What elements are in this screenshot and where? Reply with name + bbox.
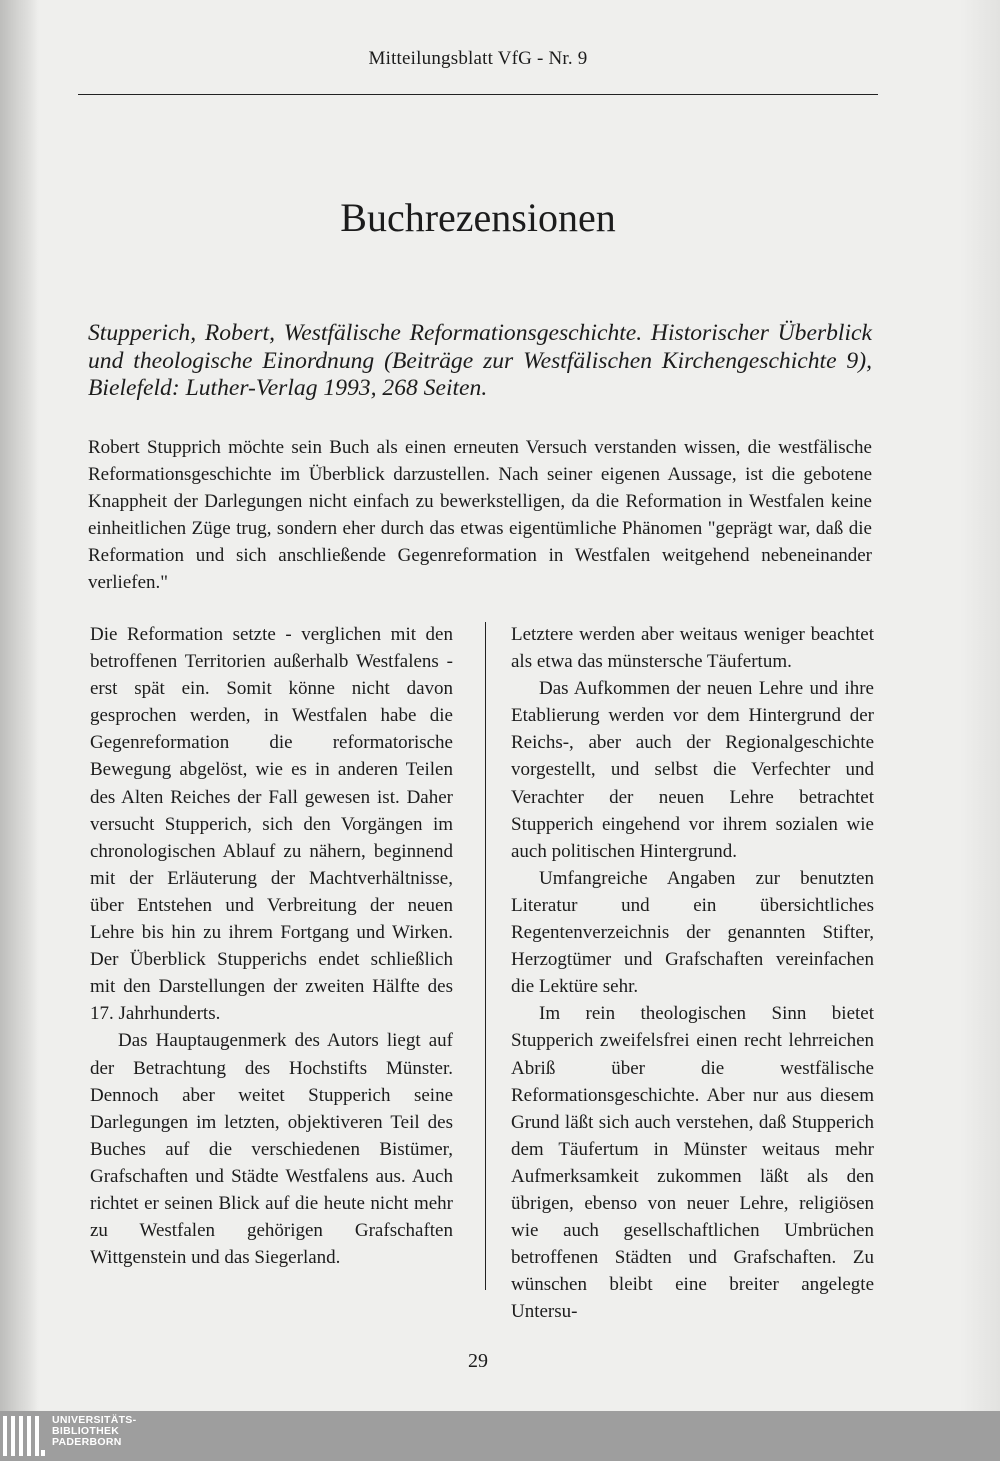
logo-line: BIBLIOTHEK <box>52 1425 120 1437</box>
paragraph: Letztere werden aber weitaus weniger beachtet als etwa das münstersche Täufertum. <box>511 624 874 673</box>
library-logo-icon <box>0 1412 46 1460</box>
header-rule <box>78 94 878 95</box>
section-title: Buchrezensionen <box>340 195 616 240</box>
right-column <box>511 621 874 1325</box>
paragraph: Das Hauptaugenmerk des Autors liegt auf der Betrachtung des Hochstifts Münster. Dennoch aber weitet Stupperich seine Darlegungen im letzten, objektiveren Teil des Buches auf die verschiedenen Bistümer, Grafschaften und Städte Westfalens aus. Auch richtet er seinen Blick auf die heute nicht mehr zu Westfalen gehörigen Grafschaften Wittgenstein und das Siegerland. <box>90 1030 453 1269</box>
logo-line: PADERBORN <box>52 1436 122 1448</box>
paragraph: Umfangreiche Angaben zur benutzten Literatur und ein übersichtliches Regentenverzeichnis der genannten Stifter, Herzogtümer und Grafschaften vereinfachen die Lektüre sehr. <box>511 867 874 998</box>
paragraph: Das Aufkommen der neuen Lehre und ihre Etablierung werden vor dem Hintergrund der Reichs-, aber auch der Regionalgeschichte vorgestellt, und selbst die Verfechter und Verachter der neuen Lehre betrachtet Stupperich eingehend vor ihrem sozialen wie auch politischen Hintergrund. <box>511 678 874 862</box>
left-column <box>90 621 453 1271</box>
library-logo <box>0 1412 160 1460</box>
book-citation: Stupperich, Robert, Westfälische Reformationsgeschichte. Historischer Überblick und theologische Einordnung (Beiträge zur Westfälischen Kirchengeschichte 9), Bielefeld: Luther-Verlag 1993, 268 Seiten. <box>88 320 872 401</box>
column-divider <box>485 622 486 1290</box>
page-number: 29 <box>468 1350 488 1372</box>
paragraph: Im rein theologischen Sinn bietet Stupperich zweifelsfrei einen recht lehrreichen Abriß über die westfälische Reformationsgeschichte. Aber nur aus diesem Grund läßt sich auch verstehen, daß Stupperich dem Täufertum in Münster weitaus mehr Aufmerksamkeit zukommen läßt als den übrigen, ebenso von neuer Lehre, religiösen wie auch gesellschaftlichen Umbrüchen betroffenen Städten und Grafschaften. Zu wünschen bleibt eine breiter angelegte Untersu- <box>511 1003 874 1323</box>
running-head: Mitteilungsblatt VfG - Nr. 9 <box>368 48 588 69</box>
logo-line: UNIVERSITÄTS- <box>52 1414 137 1426</box>
book-spine-shadow <box>0 0 38 1411</box>
paragraph: Die Reformation setzte - verglichen mit den betroffenen Territorien außerhalb Westfalens - erst spät ein. Somit könne nicht davon gesprochen werden, in Westfalen habe die Gegenreformation die reformatorische Bewegung abgelöst, wie es in anderen Teilen des Alten Reiches der Fall gewesen ist. Daher versucht Stupperich, sich den Vorgängen im chronologischen Ablauf zu nähern, beginnend mit der Erläuterung der Machtverhältnisse, über Entstehen und Verbreitung der neuen Lehre bis hin zu ihrem Fortgang und Wirken. Der Überblick Stupperichs endet schließlich mit den Darstellungen der zweiten Hälfte des 17. Jahrhunderts. <box>90 624 453 1025</box>
review-intro-paragraph: Robert Stupprich möchte sein Buch als einen erneuten Versuch verstanden wissen, die westfälische Reformationsgeschichte im Überblick darzustellen. Nach seiner eigenen Aussage, ist die gebotene Knappheit der Darlegungen nicht einfach zu bewerkstelligen, da die Reformation in Westfalen keine einheitlichen Züge trug, sondern eher durch das etwas eigentümliche Phänomen "geprägt war, daß die Reformation und sich anschließende Gegenreformation in Westfalen weitgehend nebeneinander verliefen." <box>88 437 872 594</box>
library-logo-text <box>52 1415 136 1448</box>
